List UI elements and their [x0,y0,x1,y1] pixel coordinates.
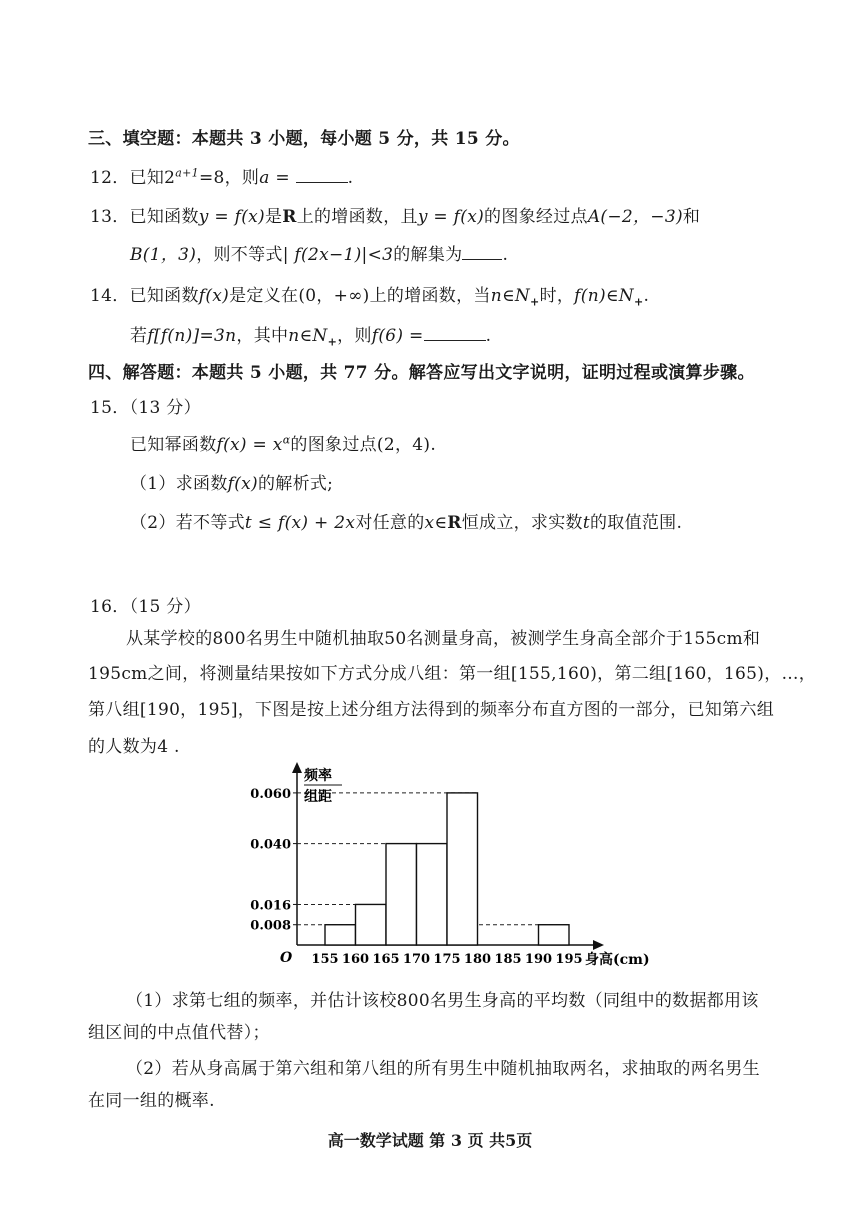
q16-stem-line3: 第八组[190，195]，下图是按上述分组方法得到的频率分布直方图的一部分，已知第六组 [88,700,775,720]
q16-part1-line1: （1）求第七组的频率，并估计该校800名男生身高的平均数（同组中的数据都用该 [126,991,759,1011]
q14-subscript: + [327,335,338,349]
q12-number: 12． [90,168,130,188]
q16-number: 16．（15 分） [90,597,201,617]
q14-number: 14． [90,286,130,306]
x-tick-label: 160 [341,952,370,967]
q15-text: 已知幂函数 [130,435,217,455]
q15-point: (2，4) [376,435,431,455]
q14-ask: f(6) = [371,326,424,346]
q15-text: 恒成立，求实数 [461,513,583,533]
q15-number: 15．（13 分） [90,398,201,418]
q13-answer-blank [462,245,502,260]
q13-text: 上的增函数，且 [296,207,418,227]
q15-var: t [582,513,590,533]
x-axis-arrow-icon [593,940,604,950]
q14-interval: (0，+∞) [298,286,370,306]
q15-func: f(x) [227,474,258,494]
x-tick-label: 185 [494,952,522,967]
q16-stem-line2: 195cm之间，将测量结果按如下方式分成八组：第一组[155,160)，第二组[160，165)，…， [88,664,817,684]
histogram-bar [386,844,417,945]
q15-text: . [430,435,437,455]
q15-exponent: α [282,433,291,447]
q14-text: 时， [539,286,575,306]
x-tick-label: 190 [524,952,553,967]
q12-base: 2 [164,168,176,188]
q13-inequality: | f(2x−1)|<3 [282,245,394,265]
frequency-histogram [250,760,662,975]
q15-part1 [130,469,333,494]
q13-point-a: A(−2，−3) [587,207,683,227]
q14-condition: n∈N [288,326,328,346]
q14-text: 是定义在 [229,286,299,306]
y-tick-label: 0.016 [250,898,291,914]
q14-func: f(x) [198,286,230,306]
q13-number: 13． [90,207,130,227]
q15-text: 对任意的 [355,513,425,533]
q14-text: 若 [130,326,148,346]
q12-end: . [347,168,354,188]
q14-text: . [643,286,650,306]
question-12 [90,163,353,188]
y-tick-label: 0.060 [250,786,291,802]
q15-stem [130,430,436,455]
q14-condition: n∈N [490,286,531,306]
x-tick-label: 165 [372,952,400,967]
question-14-line2 [130,321,492,349]
q12-mid: =8，则 [198,168,260,188]
q14-subscript: + [633,295,644,309]
q13-text: 的图象经过点 [484,207,588,227]
q15-inequality: t ≤ f(x) + 2x [244,513,356,533]
question-14-line1 [90,281,650,309]
q15-part2 [130,508,682,533]
q13-func: y = f(x) [417,207,485,227]
q14-text: ，其中 [236,326,289,346]
q16-part2-line2: 在同一组的概率. [88,1091,215,1111]
y-tick-label: 0.040 [250,837,291,853]
q13-text: 是 [264,207,283,227]
q14-answer-blank [424,326,486,341]
q15-text: （1）求函数 [130,474,228,494]
q12-pre: 已知 [129,168,165,188]
histogram-bar [447,793,478,945]
y-label-bottom: 组距 [304,789,332,805]
origin-label: O [280,950,293,966]
x-tick-label: 170 [402,952,431,967]
histogram-bar [539,925,570,945]
q15-text: （2）若不等式 [130,513,245,533]
y-axis-arrow-icon [292,762,302,773]
x-axis-label: 身高(cm) [585,952,650,968]
q14-condition: f(n)∈N [574,286,634,306]
x-tick-label: 180 [463,952,492,967]
q15-func: f(x) = x [216,435,283,455]
page-footer: 高一数学试题 第 3 页 共5页 [327,1131,533,1150]
q14-text: ，则 [337,326,372,346]
q14-subscript: + [530,295,540,309]
q14-text: 已知函数 [129,286,199,306]
q16-stem-line1: 从某学校的800名男生中随机抽取50名测量身高，被测学生身高全部介于155cm和 [126,629,761,649]
q13-text: ，则不等式 [196,245,283,265]
histogram-bar [417,844,448,945]
q16-part2-line1: （2）若从身高属于第六组和第八组的所有男生中随机抽取两名，求抽取的两名男生 [126,1059,760,1079]
q15-real-set: R [447,513,462,533]
q13-real-set: R [282,207,297,227]
q14-text: . [485,326,492,346]
q14-equation: f[f(n)]=3n [147,326,237,346]
q16-part1-line2: 组区间的中点值代替）； [88,1023,270,1043]
q12-exponent: a+1 [175,166,199,180]
x-tick-label: 195 [555,952,583,967]
q15-condition: x∈ [424,513,448,533]
q13-text: . [502,245,509,265]
section4-header: 四、解答题：本题共 5 小题，共 77 分。解答应写出文字说明，证明过程或演算步骤。 [88,363,755,383]
q12-answer-blank [296,168,348,183]
q13-func: y = f(x) [198,207,265,227]
q13-text: 的解集为 [393,245,463,265]
q14-text: 上的增函数，当 [369,286,491,306]
y-tick-label: 0.008 [250,918,291,934]
q16-stem-line4: 的人数为4 . [88,737,180,757]
q13-text: 和 [682,207,701,227]
q15-text: 的取值范围. [589,513,683,533]
q15-text: 的图象过点 [290,435,377,455]
q12-var: a [259,168,270,188]
question-13-line1 [90,202,700,227]
x-tick-label: 155 [311,952,339,967]
x-tick-label: 175 [433,952,461,967]
histogram-bar [325,925,356,945]
q12-eq: = [269,168,296,188]
q15-text: 的解析式; [257,474,334,494]
q13-point-b: B(1，3) [130,245,197,265]
question-13-line2 [130,240,508,265]
histogram-bar [356,904,387,945]
section3-header: 三、填空题：本题共 3 小题，每小题 5 分，共 15 分。 [88,129,520,149]
q13-text: 已知函数 [129,207,199,227]
y-label-top: 频率 [304,768,332,784]
